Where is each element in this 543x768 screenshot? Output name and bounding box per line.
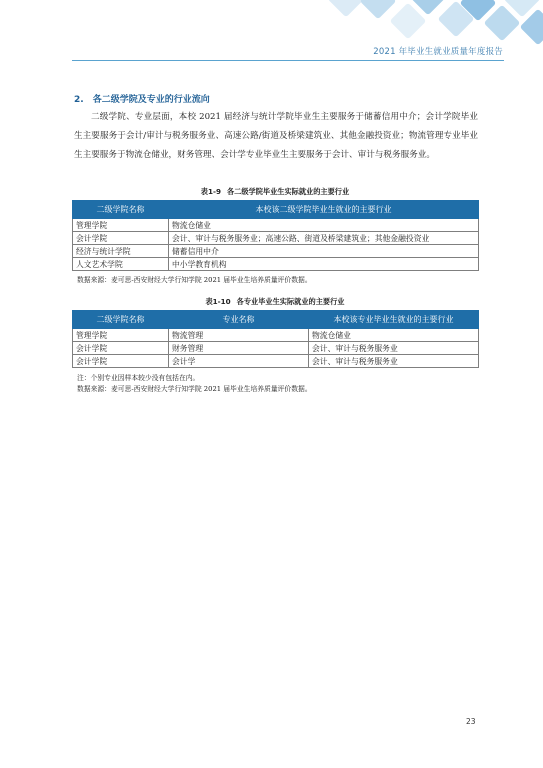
report-header-title: 2021 年毕业生就业质量年度报告 [373, 47, 503, 57]
table-cell: 会计、审计与税务服务业；高速公路、街道及桥梁建筑业；其他金融投资业 [169, 232, 479, 245]
table-college-industries [72, 200, 479, 271]
table-cell: 经济与统计学院 [73, 245, 169, 258]
section-paragraph: 二级学院、专业层面，本校 2021 届经济与统计学院毕业生主要服务于储蓄信用中介；会计学院毕业生主要服务于会计/审计与税务服务业、高速公路/街道及桥梁建筑业、其他金融投资业；物流管理专业毕业生主要服务于物流仓储业，财务管理、会计学专业毕业生主要服务于会计、审计与税务服务业。 [74, 112, 478, 160]
table-row [73, 355, 479, 368]
table-row [73, 258, 479, 271]
header-decoration [303, 0, 543, 48]
section-number: 2. [74, 95, 84, 105]
table-cell: 财务管理 [169, 342, 309, 355]
table-cell: 中小学教育机构 [169, 258, 479, 271]
table-cell: 物流管理 [169, 329, 309, 342]
table2-caption-number: 表1-10 [205, 297, 231, 306]
table-cell: 管理学院 [73, 329, 169, 342]
table-header-row [73, 201, 479, 219]
column-header: 二级学院名称 [73, 311, 169, 329]
table-row [73, 245, 479, 258]
table-major-industries [72, 310, 479, 368]
table-cell: 会计、审计与税务服务业 [309, 355, 479, 368]
section-heading [74, 92, 210, 105]
page-number: 23 [466, 717, 476, 726]
column-header: 本校该二级学院毕业生就业的主要行业 [169, 201, 479, 219]
table-cell: 会计学院 [73, 355, 169, 368]
table1-caption-number: 表1-9 [200, 187, 221, 196]
table-cell: 会计、审计与税务服务业 [309, 342, 479, 355]
table1-caption [72, 187, 478, 197]
table-cell: 会计学 [169, 355, 309, 368]
table-cell: 人文艺术学院 [73, 258, 169, 271]
table-row [73, 219, 479, 232]
table2-caption [72, 297, 478, 307]
table1-source: 数据来源：麦可思-西安财经大学行知学院 2021 届毕业生培养质量评价数据。 [77, 276, 312, 284]
section-title: 各二级学院及专业的行业流向 [92, 95, 210, 105]
table-cell: 物流仓储业 [309, 329, 479, 342]
header-divider [72, 60, 504, 61]
column-header: 二级学院名称 [73, 201, 169, 219]
column-header: 专业名称 [169, 311, 309, 329]
table-row [73, 342, 479, 355]
table2-source: 数据来源：麦可思-西安财经大学行知学院 2021 届毕业生培养质量评价数据。 [77, 385, 312, 393]
table-row [73, 232, 479, 245]
table2-caption-title: 各专业毕业生实际就业的主要行业 [236, 297, 345, 306]
table2-note: 注：个别专业因样本较少没有包括在内。 [77, 374, 200, 382]
table-cell: 管理学院 [73, 219, 169, 232]
table-header-row [73, 311, 479, 329]
table-row [73, 329, 479, 342]
column-header: 本校该专业毕业生就业的主要行业 [309, 311, 479, 329]
table-cell: 储蓄信用中介 [169, 245, 479, 258]
table-cell: 会计学院 [73, 342, 169, 355]
table1-caption-title: 各二级学院毕业生实际就业的主要行业 [226, 187, 350, 196]
table-cell: 会计学院 [73, 232, 169, 245]
table-cell: 物流仓储业 [169, 219, 479, 232]
